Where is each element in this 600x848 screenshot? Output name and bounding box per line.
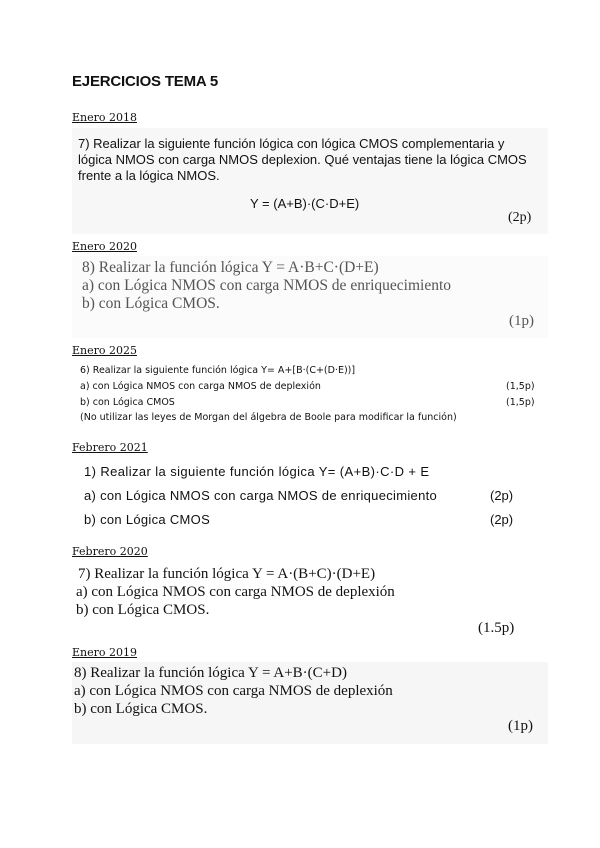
exercise-enero-2018	[72, 128, 548, 234]
exercise-enero-2025	[72, 363, 548, 429]
exercise-line: a) con Lógica NMOS con carga NMOS de enriquecimiento	[84, 488, 438, 503]
exercise-enero-2020	[72, 256, 548, 338]
exercise-points-b: (1,5p)	[506, 397, 535, 408]
exercise-line: 1) Realizar la siguiente función lógica Y= (A+B)·C·D + E	[84, 464, 430, 479]
exercise-line: a) con Lógica NMOS con carga NMOS de enriquecimiento	[82, 277, 452, 294]
exercise-line: 8) Realizar la función lógica Y = A+B·(C+D)	[74, 665, 347, 681]
section-heading-enero-2020: Enero 2020	[72, 240, 137, 253]
exercise-points: (1p)	[509, 313, 534, 329]
section-heading-enero-2019: Enero 2019	[72, 646, 137, 659]
exercise-line: lógica NMOS con carga NMOS deplexion. Qué ventajas tiene la lógica CMOS	[78, 152, 527, 167]
exercise-line: 6) Realizar la siguiente función lógica Y= A+[B·(C+(D·E))]	[80, 365, 356, 376]
exercise-line: 7) Realizar la siguiente función lógica con lógica CMOS complementaria y	[78, 136, 505, 151]
exercise-febrero-2020	[72, 564, 548, 640]
exercise-points: (1p)	[508, 718, 533, 734]
exercise-line: b) con Lógica CMOS	[80, 397, 175, 408]
exercise-points: (2p)	[508, 210, 532, 225]
exercise-line: a) con Lógica NMOS con carga NMOS de deplexión	[80, 381, 321, 392]
exercise-formula: Y = (A+B)·(C·D+E)	[250, 196, 360, 211]
exercise-points-a: (2p)	[490, 488, 514, 503]
section-heading-febrero-2020: Febrero 2020	[72, 545, 148, 558]
exercise-febrero-2021	[72, 460, 548, 530]
exercise-line: b) con Lógica CMOS	[84, 512, 211, 527]
exercise-line: frente a la lógica NMOS.	[78, 168, 220, 183]
exercise-points-a: (1,5p)	[506, 381, 535, 392]
exercise-line: b) con Lógica CMOS.	[82, 295, 220, 312]
exercise-line: a) con Lógica NMOS con carga NMOS de deplexión	[74, 683, 393, 699]
exercise-line: 8) Realizar la función lógica Y = A·B+C·(D+E)	[82, 259, 379, 276]
section-heading-febrero-2021: Febrero 2021	[72, 441, 148, 454]
exercise-line: b) con Lógica CMOS.	[74, 701, 208, 717]
section-heading-enero-2018: Enero 2018	[72, 111, 137, 124]
exercise-line: b) con Lógica CMOS.	[76, 602, 210, 618]
page-title: EJERCICIOS TEMA 5	[72, 73, 219, 90]
exercise-enero-2019	[72, 662, 548, 744]
exercise-line: 7) Realizar la función lógica Y = A·(B+C)·(D+E)	[78, 566, 376, 582]
exercise-line: (No utilizar las leyes de Morgan del álgebra de Boole para modificar la función)	[80, 412, 457, 423]
exercise-points-b: (2p)	[490, 512, 514, 527]
exercise-line: a) con Lógica NMOS con carga NMOS de deplexión	[76, 584, 395, 600]
section-heading-enero-2025: Enero 2025	[72, 344, 137, 357]
exercise-points: (1.5p)	[478, 620, 515, 636]
